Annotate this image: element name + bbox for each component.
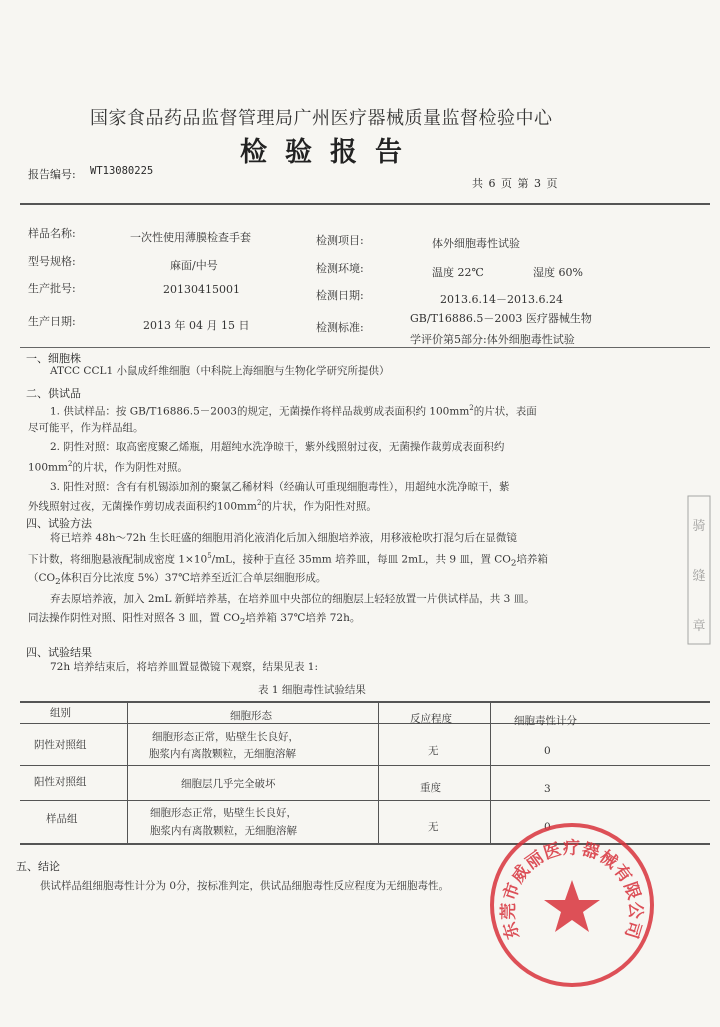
conclusion-text: 供试样品组细胞毒性计分为 0分，按标准判定，供试品细胞毒性反应程度为无细胞毒性。 [40, 880, 450, 892]
seal-star-icon [544, 880, 600, 932]
table-cell-score: 3 [544, 783, 551, 795]
section-sample-title: 二、供试品 [26, 387, 81, 400]
sample-para3-line1: 3. 阳性对照：含有有机锡添加剂的聚氯乙稀材料（经确认可重现细胞毒性），用超纯水洗净晾干，紫 [50, 481, 510, 493]
method-para1-line2: 下计数，将细胞悬液配制成密度 $1\times 10^5/mL$，接种于直径 35mm 培养皿，每皿 2mL，共 9 皿，置 $CO_2$培养箱 [28, 552, 548, 569]
standard-line2: 学评价第5部分:体外细胞毒性试验 [410, 333, 575, 346]
table-header-morphology: 细胞形态 [230, 710, 272, 722]
batch: 20130415001 [163, 283, 240, 296]
table-col-sep-1 [127, 701, 128, 843]
margin-stamp-mark [686, 490, 712, 650]
table-cell-morph-line1: 细胞形态正常，贴壁生长良好， [150, 807, 297, 819]
table-header-group: 组别 [50, 707, 71, 719]
model: 麻面/中号 [170, 259, 218, 272]
standard-label: 检测标准: [316, 321, 364, 334]
method-para2-line1: 弃去原培养液，加入 2mL 新鲜培养基，在培养皿中央部位的细胞层上轻轻放置一片供试样品，共 3 皿。 [50, 593, 535, 605]
sample-para2-line2: $100mm^2$的片状，作为阴性对照。 [28, 460, 188, 474]
official-seal-stamp [487, 820, 657, 990]
sample-para1-line2: 尽可能平，作为样品组。 [28, 422, 144, 434]
table-cell-morph-line2: 胞浆内有离散颗粒，无细胞溶解 [150, 825, 297, 837]
table-row-rule-1 [20, 765, 710, 766]
batch-label: 生产批号: [28, 282, 76, 295]
result-intro: 72h 培养结束后，将培养皿置显微镜下观察，结果见表 1: [50, 661, 319, 673]
standard-line1: GB/T16886.5－2003 医疗器械生物 [410, 312, 592, 325]
table-header-degree: 反应程度 [410, 713, 452, 725]
method-para2-line2: 同法操作阴性对照、阳性对照各 3 皿，置 $CO_2$培养箱 37℃培养 72h。 [28, 612, 361, 628]
table-top-rule [20, 701, 710, 703]
section-conclusion-title: 五、结论 [16, 860, 60, 873]
table-header-rule [20, 723, 710, 724]
table-cell-morph-line1: 细胞形态正常，贴壁生长良好， [152, 731, 299, 743]
table-cell-group: 阴性对照组 [34, 739, 87, 751]
page-indicator: 共 6 页 第 3 页 [472, 177, 559, 190]
table-cell-morph-line2: 胞浆内有离散颗粒，无细胞溶解 [149, 748, 296, 760]
svg-text:东莞市威丽医疗器械有限公司: 东莞市威丽医疗器械有限公司 [498, 838, 646, 942]
sample-para3-line2: 外线照射过夜，无菌操作剪切成表面积约$100mm^2$的片状，作为阳性对照。 [28, 499, 377, 513]
env-temp: 温度 22℃ [432, 266, 484, 279]
table-cell-group: 样品组 [46, 813, 78, 825]
test-date: 2013.6.14－2013.6.24 [440, 293, 563, 306]
model-label: 型号规格: [28, 255, 76, 268]
report-no-label: 报告编号: [28, 168, 76, 181]
report-title: 检验报告 [240, 137, 420, 168]
prod-date: 2013 年 04 月 15 日 [143, 319, 250, 332]
svg-text:骑: 骑 [692, 519, 706, 534]
section-cell-line-text: ATCC CCL1 小鼠成纤维细胞（中科院上海细胞与生物化学研究所提供） [50, 365, 390, 377]
section-result-title: 四、试验结果 [26, 646, 92, 659]
table-row-rule-2 [20, 800, 710, 801]
agency-name: 国家食品药品监督管理局广州医疗器械质量监督检验中心 [90, 108, 553, 129]
env-humidity: 湿度 60% [533, 266, 583, 279]
table-cell-score: 0 [544, 821, 551, 833]
sample-para2-line1: 2. 阴性对照：取高密度聚乙烯瓶，用超纯水洗净晾干，紫外线照射过夜，无菌操作裁剪成表面积约 [50, 441, 505, 453]
prod-date-label: 生产日期: [28, 315, 76, 328]
sample-name-label: 样品名称: [28, 227, 76, 240]
test-date-label: 检测日期: [316, 289, 364, 302]
test-item-label: 检测项目: [316, 234, 364, 247]
section-cell-line-title: 一、细胞株 [26, 352, 81, 365]
table-cell-morph-line1: 细胞层几乎完全破坏 [181, 778, 276, 790]
method-para1-line1: 将已培养 48h～72h 生长旺盛的细胞用消化液消化后加入细胞培养液，用移液枪吹打混匀后在显微镜 [50, 532, 517, 544]
env-label: 检测环境: [316, 262, 364, 275]
table-col-sep-2 [378, 701, 379, 843]
divider-info [20, 347, 710, 348]
table-cell-degree: 无 [428, 745, 439, 757]
sample-para1-line1: 1. 供试样品：按 GB/T16886.5－2003的规定，无菌操作将样品裁剪成表面积约 $100mm^2$的片状，表面 [50, 404, 537, 418]
report-no: WT13080225 [90, 165, 154, 177]
table-cell-group: 阳性对照组 [34, 776, 87, 788]
sample-name: 一次性使用薄膜检查手套 [130, 231, 251, 244]
svg-text:章: 章 [692, 619, 706, 634]
test-item: 体外细胞毒性试验 [432, 237, 520, 250]
table-cell-degree: 重度 [420, 782, 441, 794]
table-header-score: 细胞毒性计分 [514, 715, 577, 727]
table-caption: 表 1 细胞毒性试验结果 [258, 684, 366, 696]
section-method-title: 四、试验方法 [26, 517, 92, 530]
table-cell-degree: 无 [428, 821, 439, 833]
table-cell-score: 0 [544, 745, 551, 757]
svg-text:缝: 缝 [692, 569, 706, 584]
divider-top [20, 203, 710, 205]
method-para1-line3: （$CO_2$体积百分比浓度 5%）37℃培养至近汇合单层细胞形成。 [28, 572, 327, 588]
